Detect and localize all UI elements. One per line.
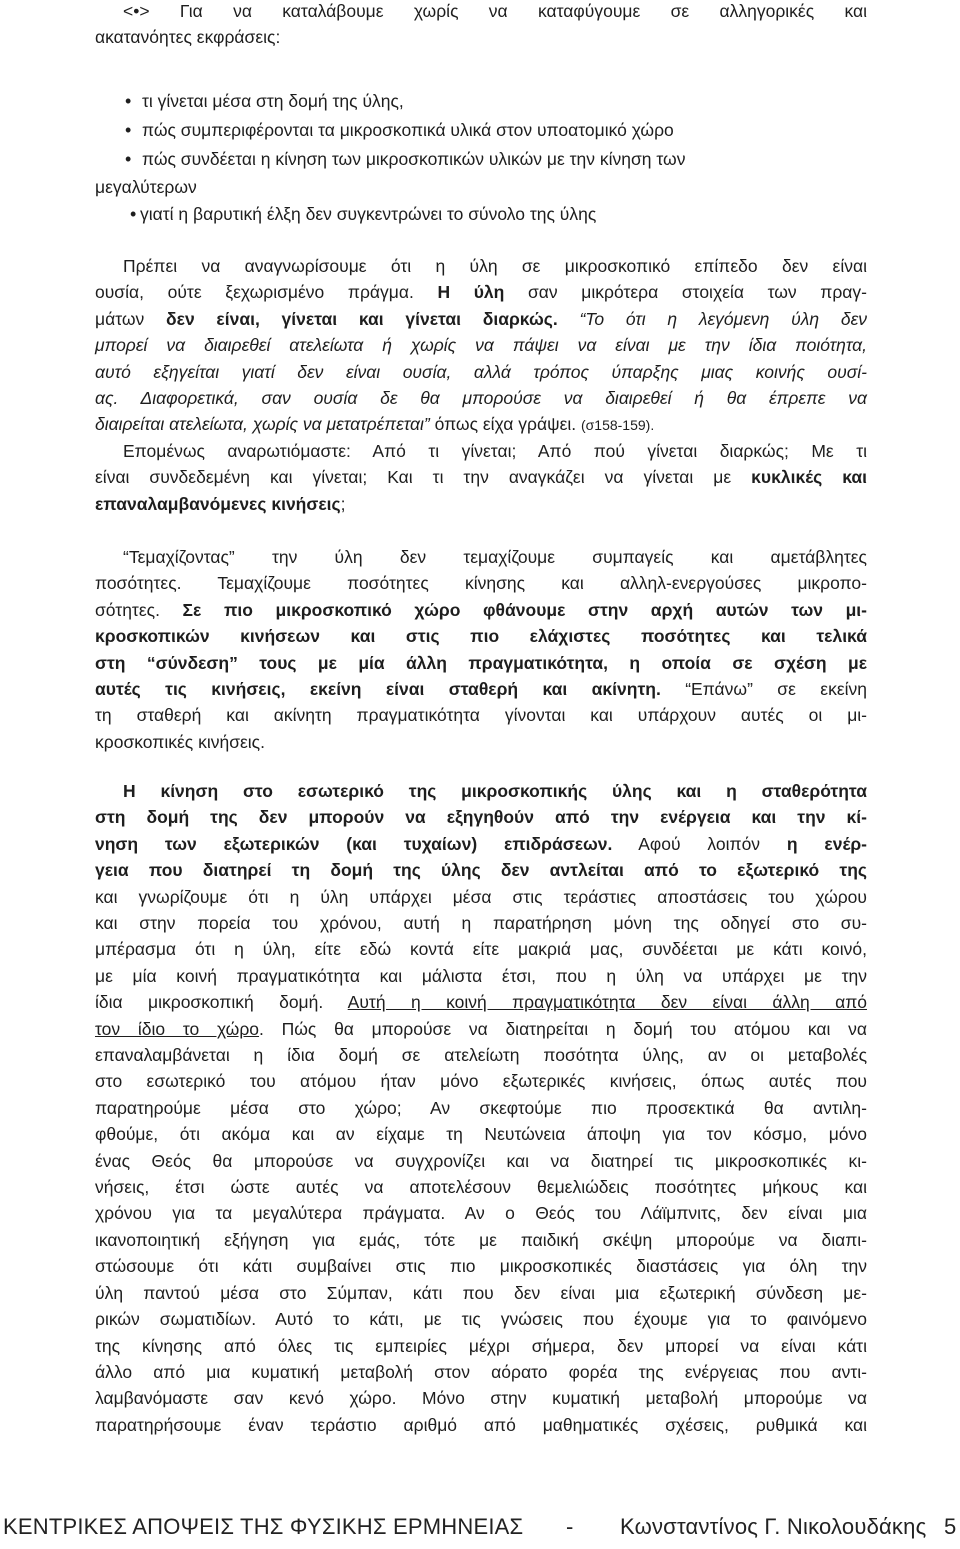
p3-bold-line: στη δομή της δεν μπορούν να εξηγηθούν από την ενέργεια και την κί- xyxy=(95,807,867,828)
paragraph-3 xyxy=(123,778,867,804)
p2-bold-line: στη “σύνδεση” τους με μία άλλη πραγματικότητα, η οποία σε σχέση με xyxy=(95,652,867,673)
p1-bold: δεν είναι, γίνεται και γίνεται διαρκώς. xyxy=(166,308,558,329)
bullet-item: • πώς συνδέεται η κίνηση των μικροσκοπικών υλικών με την κίνηση των xyxy=(125,145,685,174)
footer-separator: - xyxy=(566,1514,574,1539)
p3-line: μπέρασμα ότι η ύλη, είτε εδώ κοντά είτε μακριά μας, συνδέεται με κάτι κοινό, xyxy=(95,939,867,960)
p1-citation: (σ158-159). xyxy=(580,417,655,434)
p3-line: ύλη παντού μέσα στο Σύμπαν, κάτι που δεν είναι μια εξωτερική σύνδεση με- xyxy=(95,1282,867,1303)
bullet-item: • γιατί η βαρυτική έλξη δεν συγκεντρώνει το σύνολο της ύλης xyxy=(130,200,596,229)
p3-line: παρατηρήσουμε έναν τεράστιο αριθμό από μαθηματικές σχέσεις, ρυθμικά και xyxy=(95,1414,867,1435)
p1-italic: ας. xyxy=(95,388,119,409)
p1-text: είναι συνδεδεμένη και γίνεται; Και τι την αναγκάζει να γίνεται με xyxy=(95,467,752,488)
bullet-item-cont: μεγαλύτερων xyxy=(95,177,197,197)
intro-paragraph xyxy=(123,0,867,24)
p3-bold: η ενέρ- xyxy=(786,833,867,854)
p2-bold: αυτές τις κινήσεις, εκείνη είναι σταθερή και ακίνητη. xyxy=(95,679,661,700)
p3-bold: νηση των εξωτερικών (και τυχαίων) επιδράσεων. xyxy=(95,833,613,854)
p1-bold: κυκλικές και xyxy=(751,467,867,488)
p3-line: και στην πορεία του χρόνου, αυτή η παρατήρηση μόνη της οδηγεί στο συ- xyxy=(95,913,867,934)
p2-bold-line: κροσκοπικών κινήσεων και στις πιο ελάχιστες ποσότητες και τελικά xyxy=(95,626,867,647)
p3-line: νήσεις, έτσι ώστε αυτές να αποτελέσουν θεμελιώδεις ποσότητες μήκους και xyxy=(95,1177,867,1198)
paragraph-3-body xyxy=(95,804,867,1438)
p1-italic: “Το ότι η λεγόμενη ύλη δεν xyxy=(557,308,868,329)
p2-text: σότητες. xyxy=(95,599,183,620)
p2-line: ποσότητες. Τεμαχίζουμε ποσότητες κίνησης και αλληλ-ενεργούσες μικροπο- xyxy=(95,573,867,594)
p3-text: ίδια μικροσκοπική δομή. xyxy=(95,992,348,1013)
bullet-item: • τι γίνεται μέσα στη δομή της ύλης, xyxy=(125,87,685,116)
p3-line: επαναλαμβάνεται η ίδια δομή σε ατελείωτη ποσότητα ύλης, αν οι μεταβολές xyxy=(95,1045,867,1066)
p1-bold: επαναλαμβανόμενες κινήσεις xyxy=(95,493,341,514)
p1-bold: Η ύλη xyxy=(437,282,505,303)
p3-line: λαμβανόμαστε σαν κενό χώρο. Μόνο στην κυματική μεταβολή μπορούμε να xyxy=(95,1388,867,1409)
paragraph-1-body xyxy=(95,279,867,438)
p2-line: τη σταθερή και ακίνητη πραγματικότητα γίνονται και υπάρχουν αυτές οι μι- xyxy=(95,705,867,726)
p1-text: όπως είχα γράψει. xyxy=(429,414,581,435)
p3-bold-line: γεια που διατηρεί τη δομή της ύλης δεν αντλείται από το εξωτερικό της xyxy=(95,860,867,881)
paragraph-1b xyxy=(123,438,867,464)
p2-text: “Επάνω” σε εκείνη xyxy=(660,679,867,700)
p3-underlined: τον ίδιο το χώρο xyxy=(95,1018,260,1039)
p3-line: με μία κοινή πραγματικότητα και μάλιστα έτσι, που η ύλη να υπάρχει με την xyxy=(95,965,867,986)
footer-author: Κωνσταντίνος Γ. Νικολουδάκης xyxy=(620,1514,927,1539)
p3-line: άλλο από μια κυματική μεταβολή στον αόρατο φορέα της ενέργειας που αντι- xyxy=(95,1361,867,1382)
bullet-continuation xyxy=(95,174,197,200)
p3-line: στώσουμε ότι κάτι συμβαίνει στις πιο μικροσκοπικές διαστάσεις για όλη την xyxy=(95,1256,867,1277)
p3-line-1: Η κίνηση στο εσωτερικό της μικροσκοπικής ύλης και η σταθερότητα xyxy=(123,781,867,801)
paragraph-1 xyxy=(123,253,867,279)
intro-line-2: ακατανόητες εκφράσεις: xyxy=(95,27,281,47)
bullet-list-2 xyxy=(130,200,596,229)
p3-text: . Πώς θα μπορούσε να διατηρείται η δομή του ατόμου και να xyxy=(259,1018,868,1039)
bullet-list xyxy=(125,87,685,174)
p1-line-8: Επομένως αναρωτιόμαστε: Από τι γίνεται; Από πού γίνεται διαρκώς; Με τι xyxy=(123,440,867,461)
paragraph-2 xyxy=(123,544,867,570)
p3-underlined: Αυτή η κοινή πραγματικότητα δεν είναι άλλη από xyxy=(347,992,867,1013)
p3-line: παρατηρούμε μέσα στο χώρο; Αν σκεφτούμε πιο προσεκτικά θα αντιλη- xyxy=(95,1097,867,1118)
p3-line: ικανοποιητική εξήγηση για εμάς, τότε με παιδική σκέψη μπορούμε να διαπι- xyxy=(95,1229,867,1250)
p2-bold: Σε πιο μικροσκοπικό χώρο φθάνουμε στην αρχή αυτών των μι- xyxy=(182,599,867,620)
p1-italic: Διαφορετικά, σαν ουσία δε θα μπορούσε να διαιρεθεί ή θα έπρεπε να xyxy=(118,388,867,409)
intro-line-1: <•> Για να καταλάβουμε χωρίς να καταφύγουμε σε αλληγορικές και xyxy=(123,1,867,21)
page-number: 5 xyxy=(944,1514,957,1539)
p3-line: της κίνησης από όλες τις εμπειρίες μέχρι σήμερα, δεν μπορεί να είναι κάτι xyxy=(95,1335,867,1356)
p1-text: μάτων xyxy=(95,308,167,329)
p2-line-1: “Τεμαχίζοντας” την ύλη δεν τεμαχίζουμε συμπαγείς και αμετάβλητες xyxy=(123,547,867,567)
p1-text: ουσία, ούτε ξεχωρισμένο πράγμα. xyxy=(95,282,438,303)
p3-line: χρόνου για τα μεγαλύτερα πράγματα. Αν ο Θεός του Λάϊμπνιτς, δεν είναι μια xyxy=(95,1203,867,1224)
intro-paragraph-2 xyxy=(95,24,867,50)
paragraph-1c xyxy=(95,464,867,517)
p1-italic-line: μπορεί να διαιρεθεί ατελείωτα ή χωρίς να πάψει να είναι με την ίδια ποιότητα, xyxy=(95,335,867,356)
p3-line: φθούμε, ότι ακόμα και αν είχαμε τη Νευτώνεια άποψη για τον κόσμο, μόνο xyxy=(95,1124,867,1145)
p2-line: κροσκοπικές κινήσεις. xyxy=(95,731,265,752)
p3-line: ρικών σωματιδίων. Αυτό το κάτι, με τις γνώσεις που έχουμε για το φαινόμενο xyxy=(95,1309,867,1330)
footer-title: ΚΕΝΤΡΙΚΕΣ ΑΠΟΨΕΙΣ ΤΗΣ ΦΥΣΙΚΗΣ ΕΡΜΗΝΕΙΑΣ xyxy=(3,1514,524,1539)
p3-line: και γνωρίζουμε ότι η ύλη υπάρχει μέσα στις τεράστιες αποστάσεις του χώρου xyxy=(95,886,867,907)
p1-text: ; xyxy=(340,493,346,514)
p3-line: ένας Θεός θα μπορούσε να συγχρονίζει και να διατηρεί τις μικροσκοπικές κι- xyxy=(95,1150,867,1171)
p1-italic: διαιρείται ατελείωτα, χωρίς να μετατρέπεται” xyxy=(95,414,430,435)
p3-line: στο εσωτερικό του ατόμου ήταν μόνο εξωτερικές κινήσεις, όπως αυτές που xyxy=(95,1071,867,1092)
p1-line-1: Πρέπει να αναγνωρίσουμε ότι η ύλη σε μικροσκοπικό επίπεδο δεν είναι xyxy=(123,256,867,276)
p1-italic-line: αυτό εξηγείται γιατί δεν είναι ουσία, αλλά τρόπος ύπαρξης μιας κοινής ουσί- xyxy=(95,361,867,382)
p3-text: Αφού λοιπόν xyxy=(612,833,787,854)
paragraph-2-body xyxy=(95,570,867,755)
bullet-item: • πώς συμπεριφέρονται τα μικροσκοπικά υλικά στον υποατομικό χώρο xyxy=(125,116,685,145)
p1-text: σαν μικρότερα στοιχεία των πραγ- xyxy=(504,282,867,303)
